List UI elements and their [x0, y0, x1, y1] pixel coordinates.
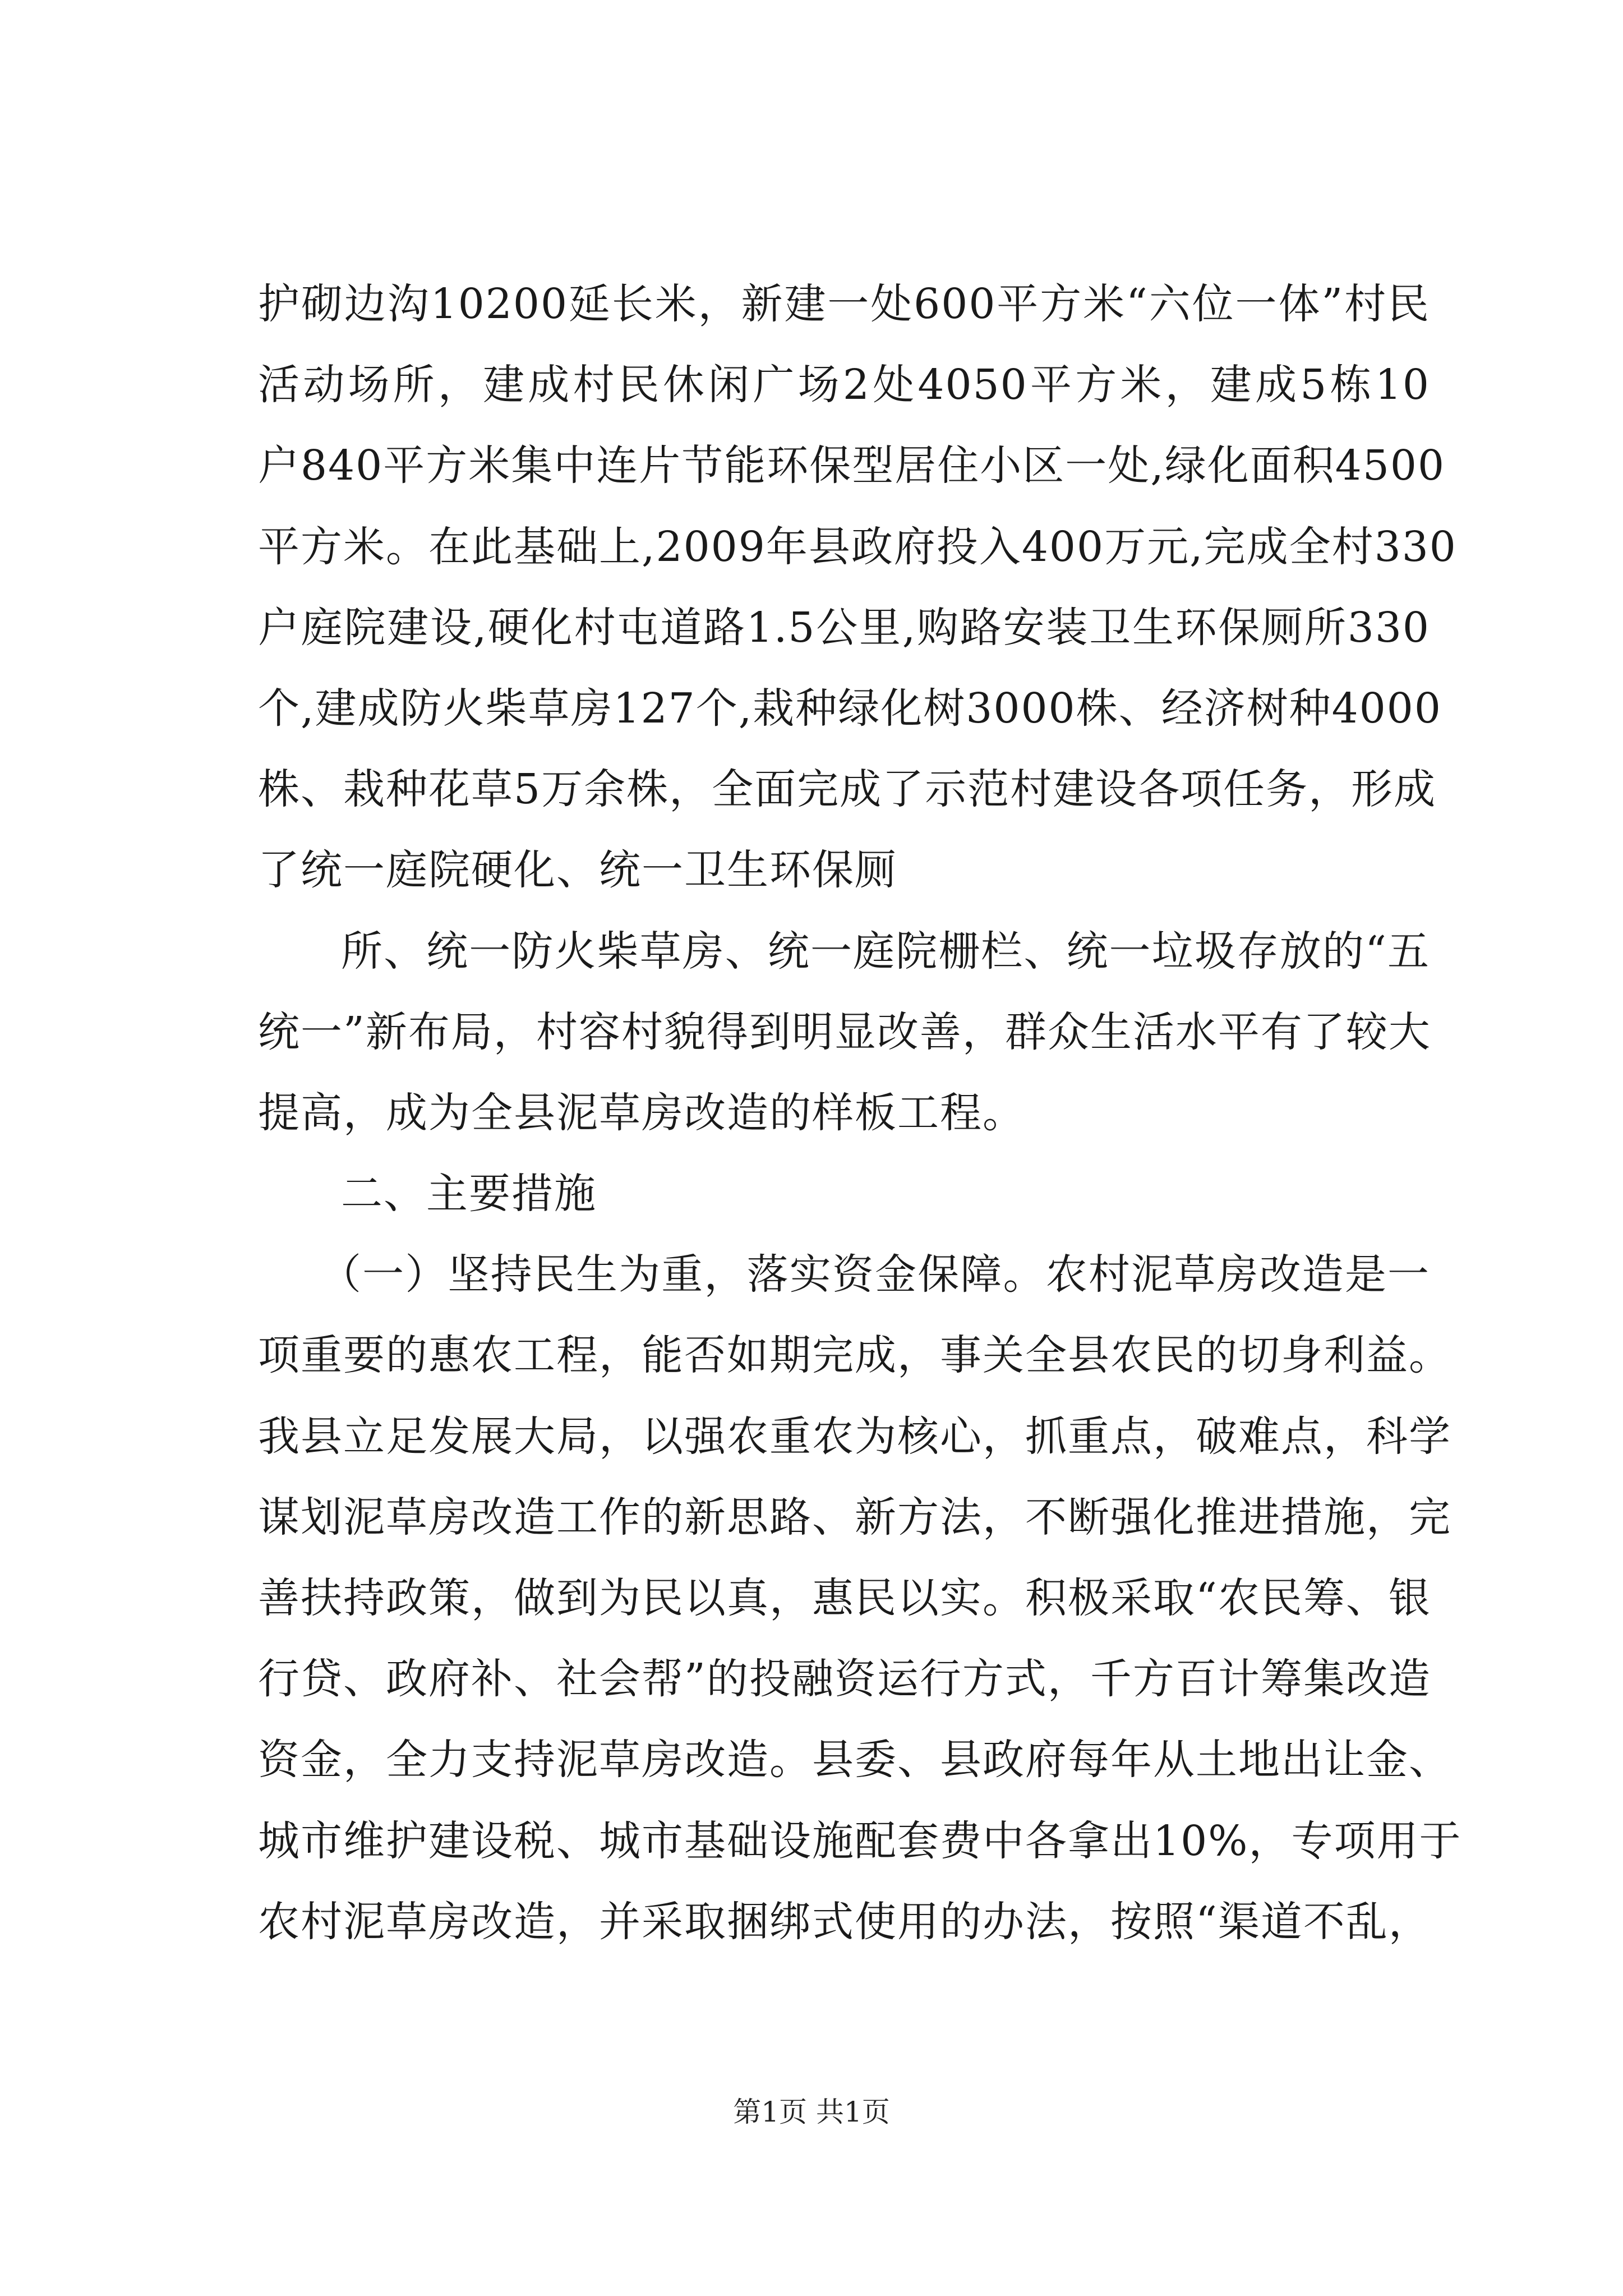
text-line: 我县立足发展大局，以强农重农为核心，抓重点，破难点，科学: [258, 1412, 1451, 1461]
text-line: 个,建成防火柴草房127个,栽种绿化树3000株、经济树种4000: [258, 684, 1442, 733]
text-line: 谋划泥草房改造工作的新思路、新方法，不断强化推进措施，完: [258, 1493, 1451, 1542]
text-line: 城市维护建设税、城市基础设施配套费中各拿出10%，专项用于: [258, 1816, 1462, 1865]
text-line: 株、栽种花草5万余株，全面完成了示范村建设各项任务，形成: [258, 765, 1437, 814]
text-line: 了统一庭院硬化、统一卫生环保厕: [258, 846, 897, 895]
text-line: 提高，成为全县泥草房改造的样板工程。: [258, 1088, 1025, 1137]
text-line: 农村泥草房改造，并采取捆绑式使用的办法，按照“渠道不乱，: [258, 1897, 1431, 1946]
page-footer: [0, 2095, 1623, 2129]
section-heading: 二、主要措施: [341, 1170, 597, 1218]
page-number: 第1页 共1页: [733, 2096, 890, 2128]
text-line: 资金，全力支持泥草房改造。县委、县政府每年从土地出让金、: [258, 1736, 1451, 1784]
text-line: 平方米。在此基础上,2009年县政府投入400万元,完成全村330: [258, 522, 1457, 571]
document-body: [258, 264, 1462, 1962]
text-line: 统一”新布局，村容村貌得到明显改善，群众生活水平有了较大: [258, 1007, 1431, 1056]
paragraph-start-line: （一）坚持民生为重，落实资金保障。农村泥草房改造是一: [320, 1250, 1430, 1299]
text-line: 户庭院建设,硬化村屯道路1.5公里,购路安装卫生环保厕所330: [258, 603, 1430, 652]
text-line: 项重要的惠农工程，能否如期完成，事关全县农民的切身利益。: [258, 1331, 1451, 1380]
paragraph-start-line: 所、统一防火柴草房、统一庭院栅栏、统一垃圾存放的“五: [341, 927, 1430, 976]
text-line: 活动场所，建成村民休闲广场2处4050平方米，建成5栋10: [258, 361, 1430, 409]
text-line: 善扶持政策，做到为民以真，惠民以实。积极采取“农民筹、银: [258, 1574, 1431, 1622]
text-line: 行贷、政府补、社会帮”的投融资运行方式，千方百计筹集改造: [258, 1655, 1431, 1704]
text-line: 护砌边沟10200延长米，新建一处600平方米“六位一体”村民: [258, 280, 1430, 328]
text-line: 户840平方米集中连片节能环保型居住小区一处,绿化面积4500: [258, 441, 1446, 490]
